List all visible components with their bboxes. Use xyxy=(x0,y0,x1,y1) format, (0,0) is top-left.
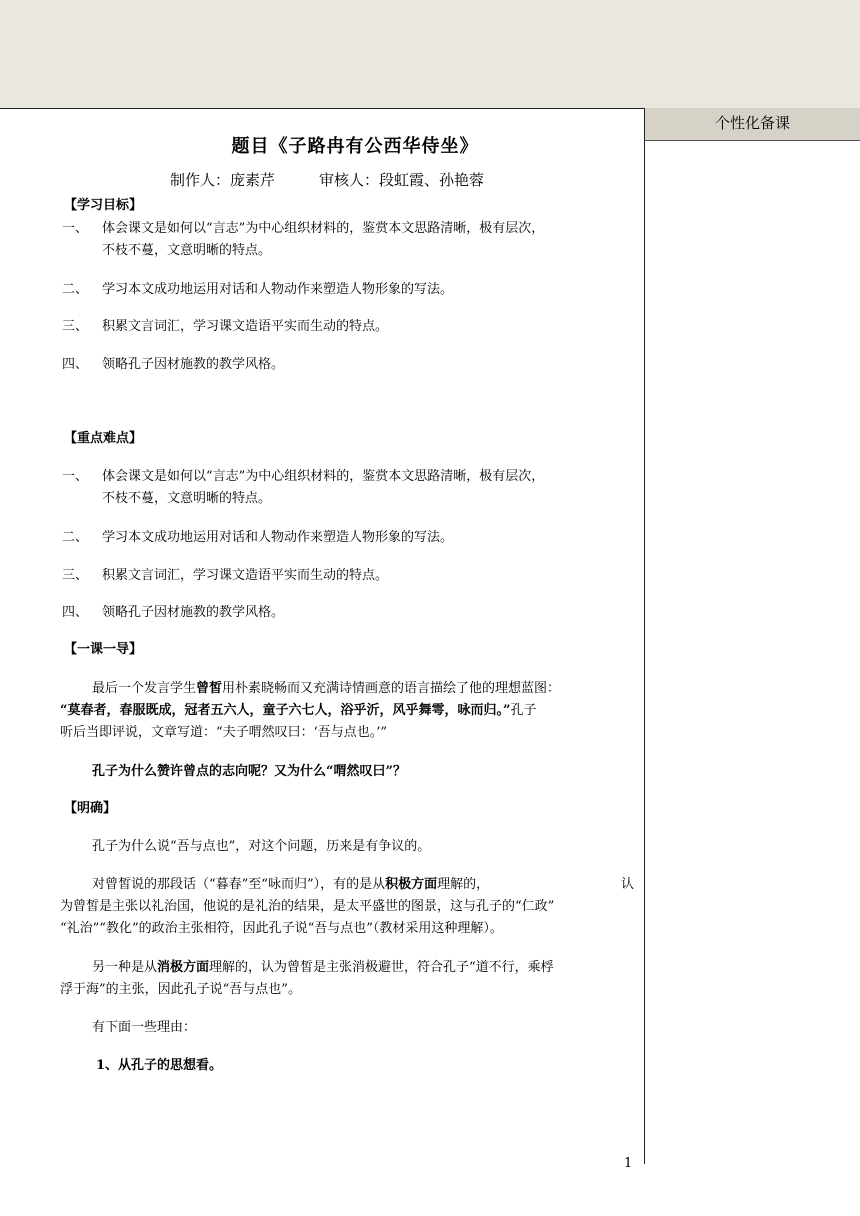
paragraph-line: 为曾皙是主张以礼治国，他说的是礼治的结果，是太平盛世的图景，这与孔子的“仁政” xyxy=(60,899,555,914)
page-number: 1 xyxy=(624,1156,633,1171)
item-text: 学习本文成功地运用对话和人物动作来塑造人物形象的写法。 xyxy=(102,530,454,545)
document-title: 题目《子路冉有公西华侍坐》 xyxy=(231,136,479,157)
question: 孔子为什么赞许曾点的志向呢？又为什么“喟然叹曰”？ xyxy=(92,764,406,779)
paragraph-line xyxy=(60,702,536,720)
header-band xyxy=(0,0,860,109)
paragraph-line: “礼治”“教化”的政治主张相符，因此孔子说“吾与点也”（教材采用这种理解）。 xyxy=(60,921,503,936)
text: 用朴素晓畅而又充满诗情画意的语言描绘了他的理想蓝图： xyxy=(222,681,561,696)
emphasis: 曾皙 xyxy=(196,681,223,696)
text: 最后一个发言学生 xyxy=(92,681,197,696)
quote: “莫春者，春服既成，冠者五六人，童子六七人，浴乎沂，风乎舞雩，咏而归。” xyxy=(60,703,511,718)
list-item xyxy=(62,567,388,585)
text: 另一种是从 xyxy=(92,960,158,975)
section-heading-objectives: 【学习目标】 xyxy=(64,198,143,213)
text: 认 xyxy=(621,877,635,892)
item-number: 三、 xyxy=(62,319,89,334)
item-number: 四、 xyxy=(62,605,89,620)
paragraph xyxy=(92,959,554,977)
item-number: 二、 xyxy=(62,530,89,545)
item-text: 学习本文成功地运用对话和人物动作来塑造人物形象的写法。 xyxy=(102,282,454,297)
list-item xyxy=(62,281,453,299)
item-text-continued: 不枝不蔓，文意明晰的特点。 xyxy=(102,491,272,506)
section-heading-clarify: 【明确】 xyxy=(64,801,117,816)
list-item xyxy=(62,220,544,238)
item-number: 三、 xyxy=(62,568,89,583)
paragraph: 有下面一些理由： xyxy=(92,1020,197,1035)
item-text: 体会课文是如何以“言志”为中心组织材料的，鉴赏本文思路清晰，极有层次， xyxy=(102,221,545,236)
list-item xyxy=(62,468,544,486)
section-heading-key-points: 【重点难点】 xyxy=(64,431,143,446)
author-line xyxy=(170,169,484,190)
emphasis: 积极方面 xyxy=(385,877,438,892)
item-text: 领略孔子因材施教的教学风格。 xyxy=(102,605,285,620)
sidebar-title: 个性化备课 xyxy=(714,114,790,132)
list-item xyxy=(62,356,284,374)
text: 孔子 xyxy=(510,703,537,718)
item-text: 体会课文是如何以“言志”为中心组织材料的，鉴赏本文思路清晰，极有层次， xyxy=(102,469,545,484)
section-heading-guide: 【一课一导】 xyxy=(64,642,143,657)
subheading: 1、从孔子的思想看。 xyxy=(96,1058,223,1073)
paragraph-line: 听后当即评说，文章写道：“夫子喟然叹曰：‘吾与点也。’” xyxy=(60,725,388,740)
item-number: 一、 xyxy=(62,221,89,236)
column-divider xyxy=(644,108,645,1164)
list-item xyxy=(62,529,453,547)
paragraph xyxy=(92,876,489,894)
reviewer: 审核人：段虹霞、孙艳蓉 xyxy=(319,171,485,189)
paragraph xyxy=(92,680,560,698)
item-text: 积累文言词汇，学习课文造语平实而生动的特点。 xyxy=(102,319,389,334)
author: 制作人：庞素芹 xyxy=(170,171,276,189)
item-number: 一、 xyxy=(62,469,89,484)
paragraph: 孔子为什么说“吾与点也”，对这个问题，历来是有争议的。 xyxy=(92,839,431,854)
item-text: 领略孔子因材施教的教学风格。 xyxy=(102,357,285,372)
paragraph-line: 浮于海”的主张，因此孔子说“吾与点也”。 xyxy=(60,982,301,997)
item-number: 二、 xyxy=(62,282,89,297)
emphasis: 消极方面 xyxy=(157,960,210,975)
item-text-continued: 不枝不蔓，文意明晰的特点。 xyxy=(102,243,272,258)
text: 对曾皙说的那段话（“暮春”至“咏而归”），有的是从 xyxy=(92,877,386,892)
item-number: 四、 xyxy=(62,357,89,372)
text: 理解的，认为曾皙是主张消极避世，符合孔子“道不行，乘桴 xyxy=(209,960,554,975)
list-item xyxy=(62,604,284,622)
list-item xyxy=(62,318,388,336)
text: 理解的， xyxy=(437,877,490,892)
item-text: 积累文言词汇，学习课文造语平实而生动的特点。 xyxy=(102,568,389,583)
